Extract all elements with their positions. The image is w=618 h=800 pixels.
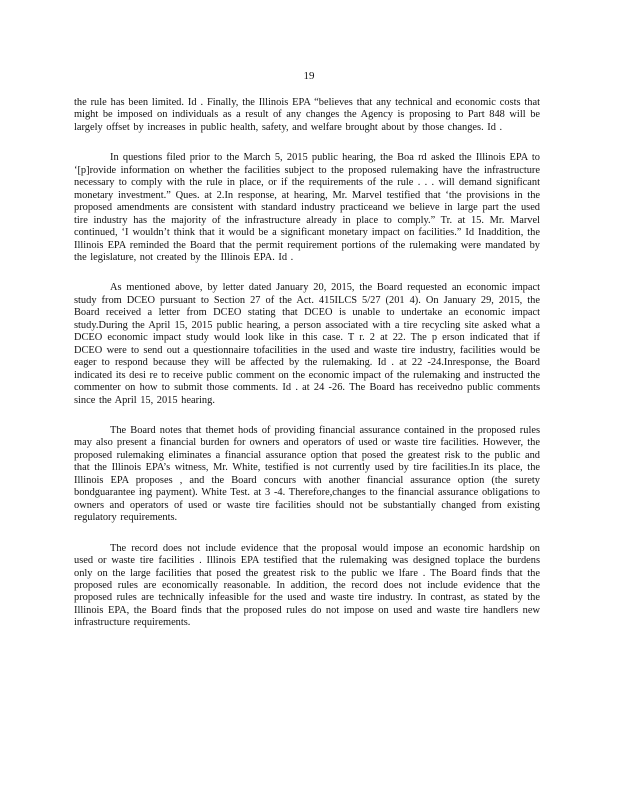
paragraph-3: As mentioned above, by letter dated January 20, 2015, the Board requested an economic impact study from DCEO pursuant to Section 27 of the Act. 415ILCS 5/27 (201 4). On January 29, 2015, the Board received a letter from DCEO stating that DCEO is unable to undertake an economic impact study.During the April 15, 2015 public hearing, a person associated with a tire recycling site asked what a DCEO economic impact study would look like in this case. T r. 2 at 22. The p erson indicated that if DCEO were to send out a questionnaire tofacilities in the used and waste tire industry, facilities would be eager to respond because they will be affected by the rulemaking. Id . at 22 -24.Inresponse, the Board indicated its desi re to receive public comment on the economic impact of the rulemaking and instructed the commenter on how to submit those comments. Id . at 24 -26. The Board has receivedno public comments since the April 15, 2015 hearing. — [74, 282, 540, 406]
paragraph-5: The record does not include evidence that the proposal would impose an economic hardship on used or waste tire facilities . Illinois EPA testified that the rulemaking was designed toplace the burdens only on the large facilities that posed the greatest risk to the public we lfare . The Board finds that the proposed rules are economically reasonable. In addition, the record does not include evidence that the proposed rules are technically infeasible for the used and waste tire industry. In contrast, as stated by the Illinois EPA, the Board finds that the proposed rules do not impose on used and waste tire handlers new infrastructure requirements. — [74, 542, 540, 629]
paragraph-2: In questions filed prior to the March 5, 2015 public hearing, the Boa rd asked the Illinois EPA to ‘[p]rovide information on whether the facilities subject to the proposed rulemaking have the infrastructure necessary to comply with the rule in place, or if the requirements of the rule . . . will demand significant monetary investment.” Ques. at 2.In response, at hearing, Mr. Marvel testified that ‘the provisions in the proposed amendments are consistent with standard industry practiceand we believe in large part the used tire industry has the majority of the infrastructure already in place to comply.” Tr. at 15. Mr. Marvel continued, ‘I wouldn’t think that it would be a significant monetary impact on facilities.” Id Inaddition, the Illinois EPA reminded the Board that the permit requirement portions of the rulemaking were mandated by the legislature, not created by the Illinois EPA. Id . — [74, 152, 540, 263]
paragraph-1: the rule has been limited. Id . Finally, the Illinois EPA “believes that any technical and economic costs that might be imposed on individuals as a result of any changes the Agency is proposing to Part 848 will be largely offset by increases in public health, safety, and welfare brought about by those changes. Id . — [74, 97, 540, 133]
page-number: 19 — [303, 70, 315, 82]
paragraph-4: The Board notes that themet hods of providing financial assurance contained in the proposed rules may also present a financial burden for owners and operators of used or waste tire facilities. However, the proposed rulemaking eliminates a financial assurance option that posed the greatest risk to the public and that the Illinois EPA’s witness, Mr. White, testified is not currently used by tire facilities.In its place, the Illinois EPA proposes , and the Board concurs with another financial assurance option (the surety bondguarantee ing payment). White Test. at 3 -4. Therefore,changes to the financial assurance obligations to owners and operators of used or waste tire facilities should not be substantially changed from existing regulatory requirements. — [74, 424, 540, 524]
document-body — [74, 97, 540, 648]
